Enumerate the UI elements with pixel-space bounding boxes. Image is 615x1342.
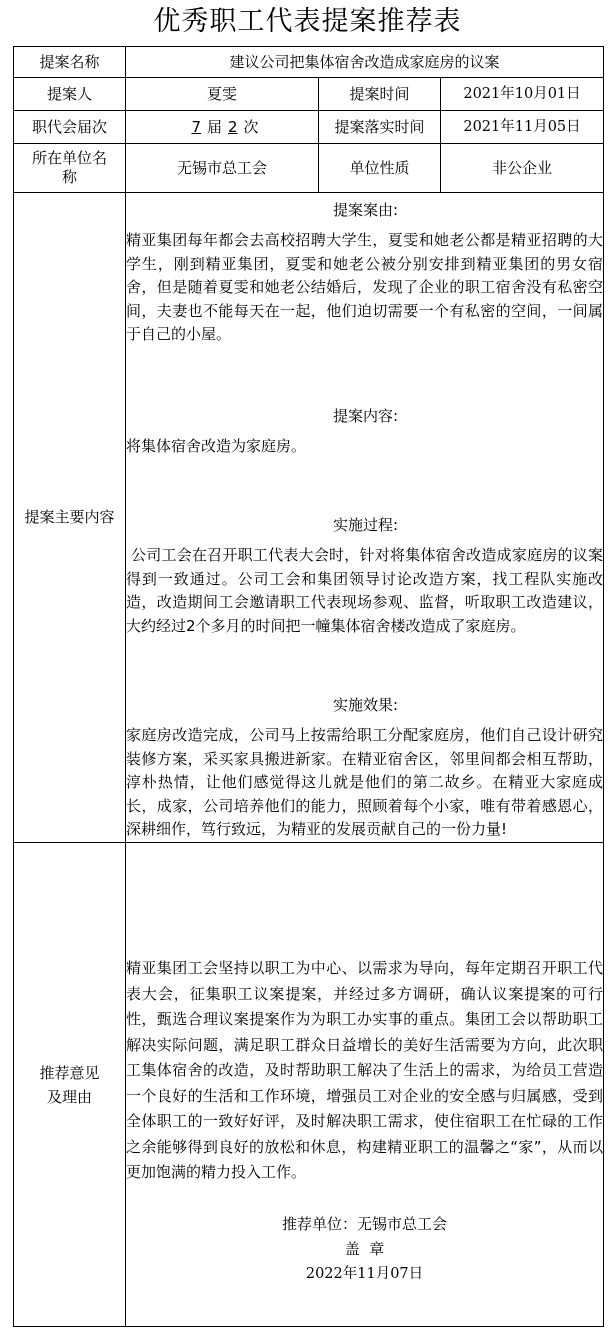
main-content-cell bbox=[126, 193, 604, 843]
seal-text: 盖 章 bbox=[344, 1239, 385, 1258]
label-recommendation-line1: 推荐意见 bbox=[39, 1063, 100, 1082]
row-main-content bbox=[14, 193, 604, 843]
label-unit: 所在单位名称 bbox=[14, 144, 126, 193]
recommending-unit: 推荐单位：无锡市总工会 bbox=[282, 1214, 448, 1233]
label-congress-session: 职代会届次 bbox=[14, 111, 126, 144]
label-recommendation bbox=[14, 843, 126, 1327]
label-proposal-name: 提案名称 bbox=[14, 47, 126, 78]
label-unit-nature: 单位性质 bbox=[319, 144, 441, 193]
session-number: 7 bbox=[191, 117, 201, 136]
value-proposal-name: 建议公司把集体宿舍改造成家庭房的议案 bbox=[126, 47, 604, 78]
session-number-2: 2 bbox=[228, 117, 238, 136]
row-proposer bbox=[14, 78, 604, 111]
label-proposal-time: 提案时间 bbox=[319, 78, 441, 111]
label-recommendation-line2: 及理由 bbox=[46, 1087, 92, 1106]
value-unit: 无锡市总工会 bbox=[126, 144, 319, 193]
recommendation-text: 精亚集团工会坚持以职工为中心、以需求为导向，每年定期召开职工代表大会，征集职工议案提案，并经过多方调研，确认议案提案的可行性，甄选合理议案提案作为为职工办实事的重点。集团工会以帮助职工解决实际问题，满足职工群众日益增长的美好生活需要为方向，此次职工集体宿舍的改造，及时帮助职工解决了生活上的需求，为给员工营造一个良好的生活和工作环境，增强员工对企业的安全感与归属感，受到全体职工的一致好好评，及时解决职工需求，使住宿职工在忙碌的工作之余能够得到良好的放松和休息，构建精亚职工的温馨之“家”，从而以更加饱满的精力投入工作。 bbox=[126, 959, 604, 1182]
label-main-content: 提案主要内容 bbox=[14, 193, 126, 843]
value-unit-nature: 非公企业 bbox=[441, 144, 604, 193]
session-term-word: 届 bbox=[206, 117, 222, 136]
signature-block bbox=[126, 1212, 603, 1287]
value-congress-session bbox=[126, 111, 319, 144]
effect-text: 家庭房改造完成，公司马上按需给职工分配家庭房，他们自己设计研究装修方案，采买家具搬进新家。在精亚宿舍区，邻里间都会相互帮助，淳朴热情，让他们感觉得这儿就是他们的第二故乡。在精亚大家庭成长，成家，公司培养他们的能力，照顾着每个小家，唯有带着感恩心，深耕细作，笃行致远，为精亚的发展贡献自己的一份力量! bbox=[126, 726, 604, 839]
row-session bbox=[14, 111, 604, 144]
value-proposer: 夏雯 bbox=[126, 78, 319, 111]
session-count-word: 次 bbox=[243, 117, 259, 136]
row-unit bbox=[14, 144, 604, 193]
effect-heading: 实施效果: bbox=[332, 696, 399, 715]
process-heading: 实施过程: bbox=[332, 516, 399, 535]
form-title: 优秀职工代表提案推荐表 bbox=[153, 6, 462, 37]
label-proposer: 提案人 bbox=[14, 78, 126, 111]
content-text: 将集体宿舍改造为家庭房。 bbox=[126, 436, 307, 455]
recommendation-date: 2022年11月07日 bbox=[305, 1265, 424, 1282]
content-heading: 提案内容: bbox=[332, 406, 399, 425]
value-proposal-time: 2021年10月01日 bbox=[441, 78, 604, 111]
reason-heading: 提案案由: bbox=[332, 201, 399, 220]
reason-text: 精亚集团每年都会去高校招聘大学生，夏雯和她老公都是精亚招聘的大学生，刚到精亚集团，夏雯和她老公被分别安排到精亚集团的男女宿舍，但是随着夏雯和她老公结婚后，发现了企业的职工宿舍没有私密空间，夫妻也不能每天在一起，他们迫切需要一个有私密的空间，一间属于自己的小屋。 bbox=[126, 231, 604, 344]
value-implementation-time: 2021年11月05日 bbox=[441, 111, 604, 144]
form-table bbox=[13, 46, 604, 1327]
row-proposal-name bbox=[14, 47, 604, 78]
row-recommendation bbox=[14, 843, 604, 1327]
recommendation-cell bbox=[126, 843, 604, 1327]
process-text: 公司工会在召开职工代表大会时，针对将集体宿舍改造成家庭房的议案得到一致通过。公司工会和集团领导讨论改造方案，找工程队实施改造，改造期间工会邀请职工代表现场参观、监督，听取职工改造建议，大约经过2个多月的时间把一幢集体宿舍楼改造成了家庭房。 bbox=[126, 546, 604, 635]
label-implementation-time: 提案落实时间 bbox=[319, 111, 441, 144]
